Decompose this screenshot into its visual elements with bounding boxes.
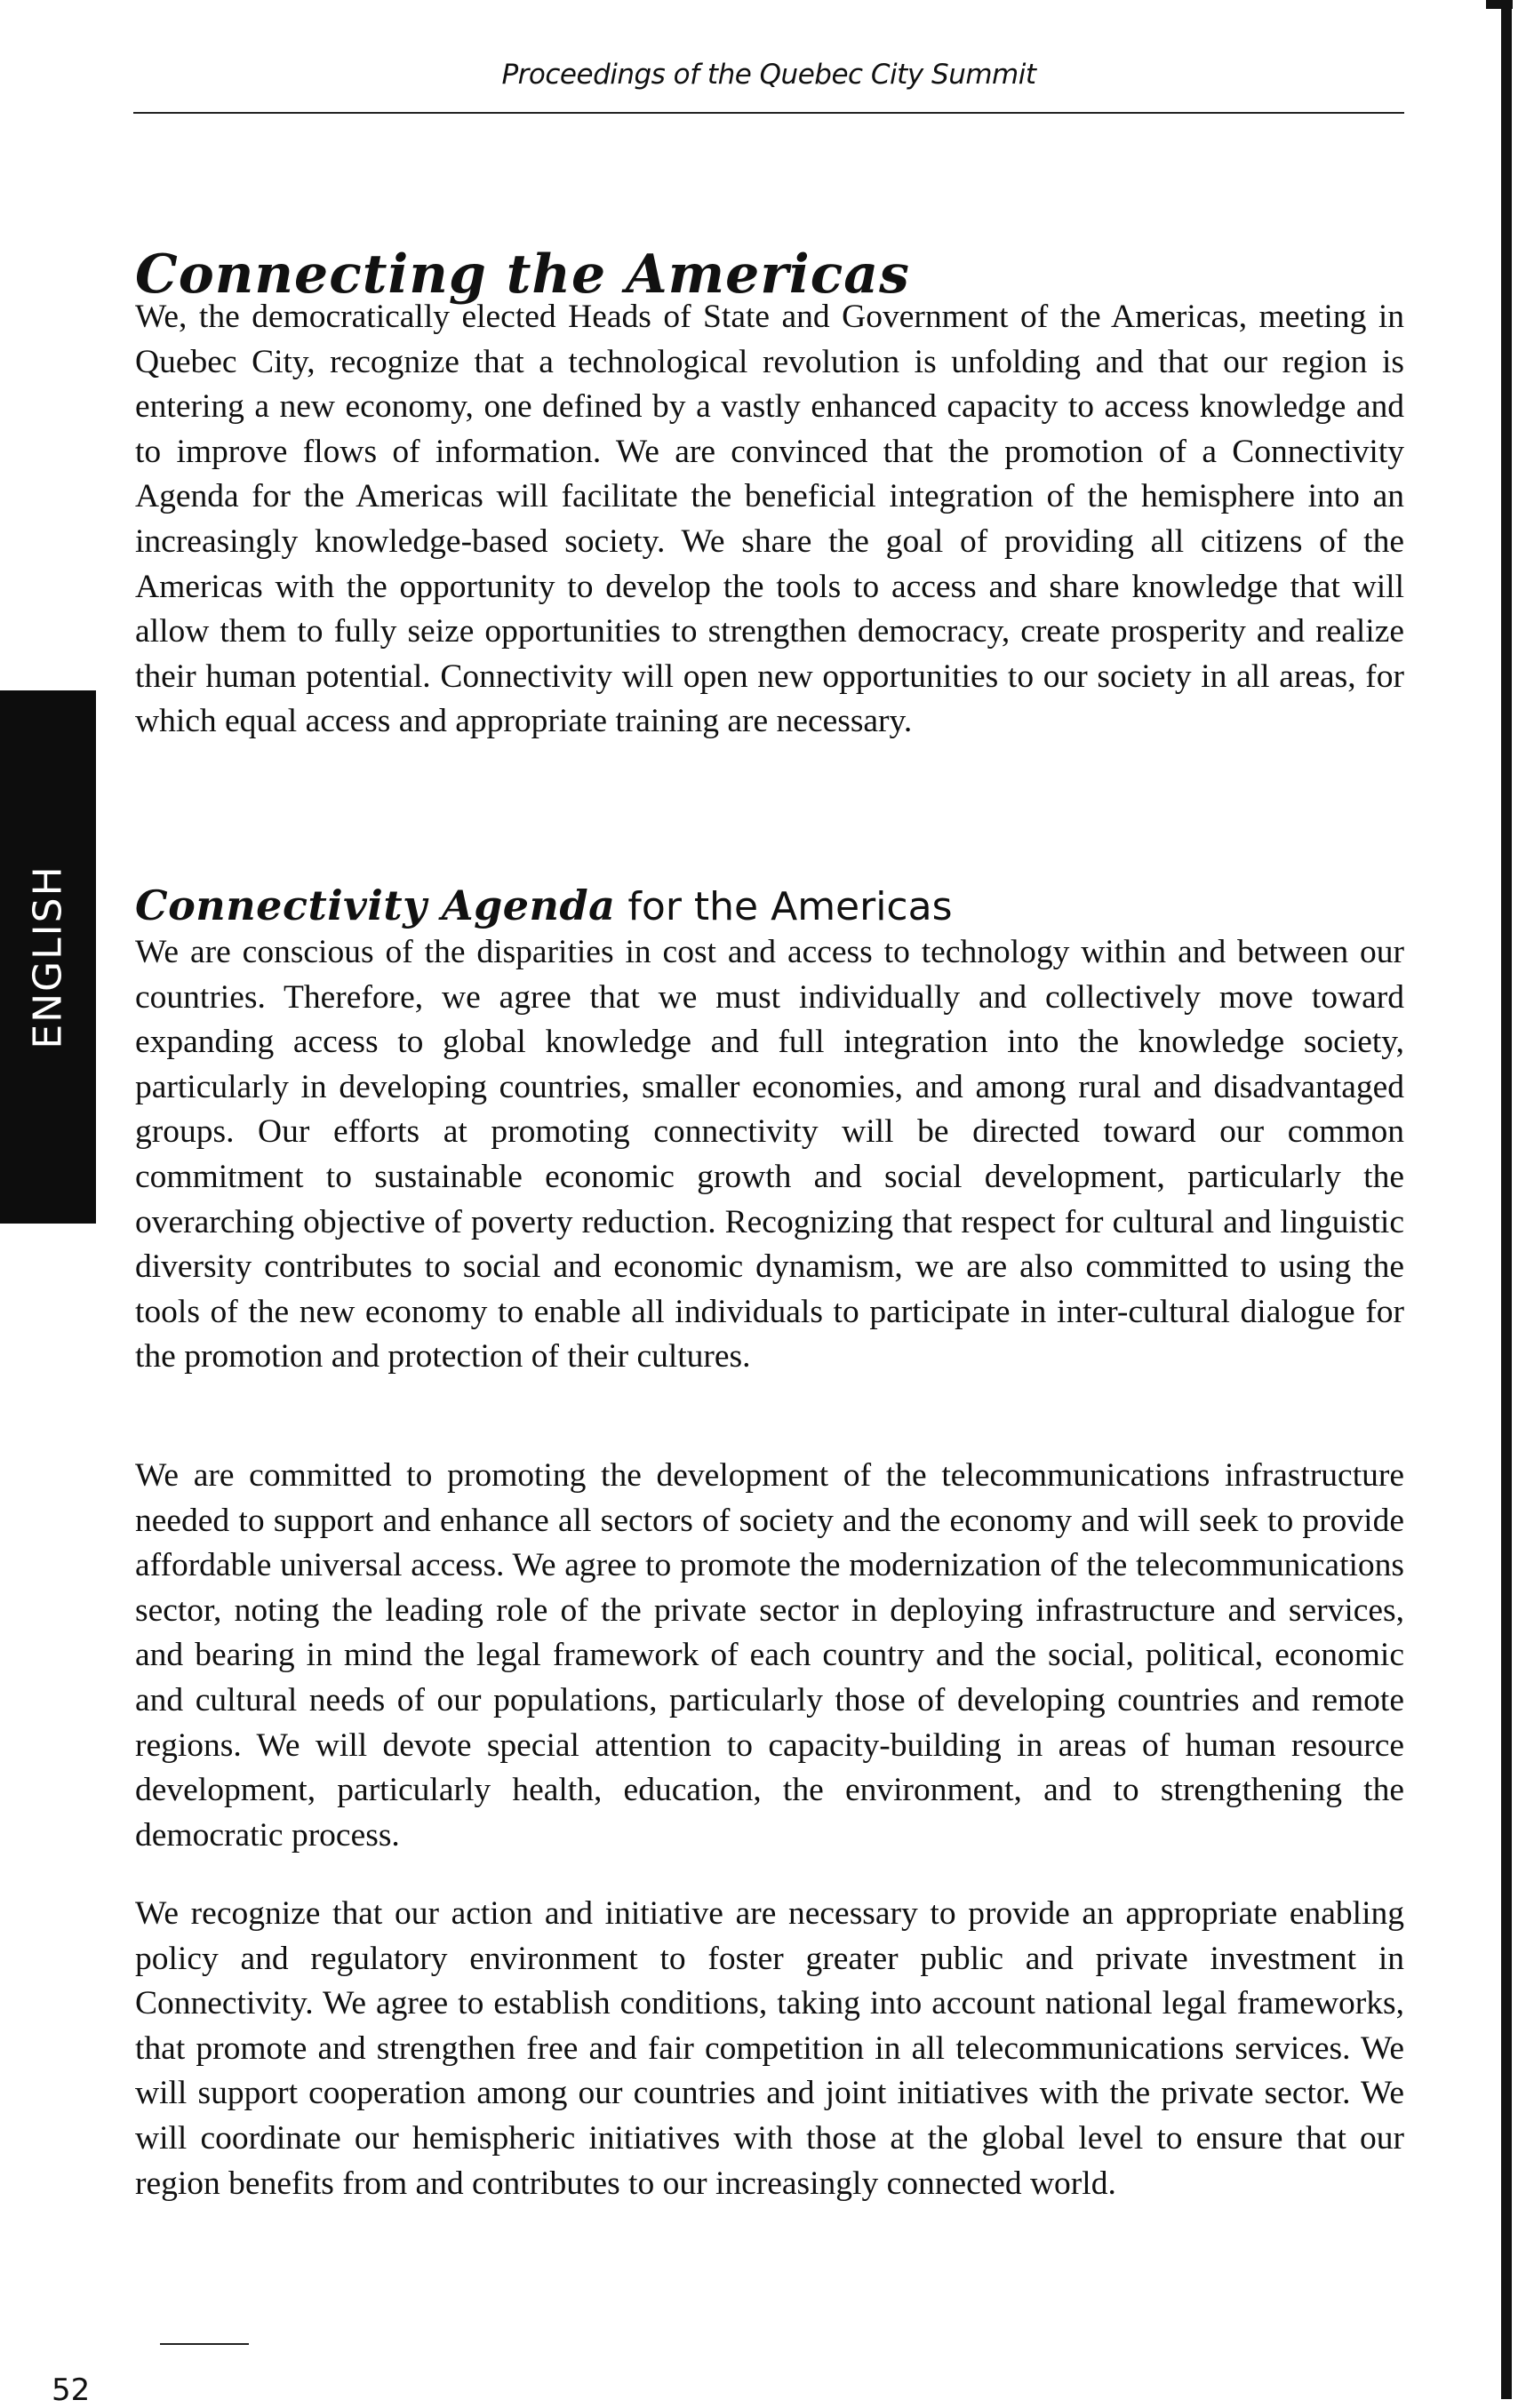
section-title-italic: Connectivity Agenda [135,881,616,930]
language-side-tab-label: ENGLISH [25,865,71,1049]
section-title-connectivity-agenda [135,881,953,929]
footer-rule [160,2343,249,2345]
paragraph-policy: We recognize that our action and initiative are necessary to provide an appropriate enabling policy and regulatory environment to foster greater public and private investment in Connectivity. We agree to establish conditions, taking into account national legal frameworks, that promote and strengthen free and fair competition in all telecommunications services. We will support cooperation among our countries and joint initiatives with the private sector. We will coordinate our hemispheric initiatives with those at the global level to ensure that our region benefits from and contributes to our increasingly connected world. [135,1895,1404,2202]
running-header: Proceedings of the Quebec City Summit [501,59,1036,91]
paragraph-intro: We, the democratically elected Heads of State and Government of the Americas, meeting in Quebec City, recognize that a technological revolution is unfolding and that our region is entering a new economy, one defined by a vastly enhanced capacity to access knowledge and to improve flows of information. We are convinced that the promotion of a Connectivity Agenda for the Americas will facilitate the beneficial integration of the hemisphere into an increasingly knowledge-based society. We share the goal of providing all citizens of the Americas with the opportunity to develop the tools to access and share knowledge that will allow them to fully seize opportunities to strengthen democracy, create prosperity and realize their human potential. Connectivity will open new opportunities to our society in all areas, for which equal access and appropriate training are necessary. [135,299,1404,740]
page-number: 52 [52,2372,91,2408]
section-title-plain: for the Americas [615,884,953,930]
paragraph-infrastructure: We are committed to promoting the development of the telecommunications infrastructure needed to support and enhance all sectors of society and the economy and will seek to provide affordable universal access. We agree to promote the modernization of the telecommunications sector, noting the leading role of the private sector in deploying infrastructure and services, and bearing in mind the legal framework of each country and the social, political, economic and cultural needs of our populations, particularly those of developing countries and remote regions. We will devote special attention to capacity-building in areas of human resource development, particularly health, education, the environment, and to strengthening the democratic process. [135,1457,1404,1854]
header-rule [133,112,1404,114]
paragraph-disparities: We are conscious of the disparities in cost and access to technology within and between our countries. Therefore, we agree that we must individually and collectively move toward expanding access to global knowledge and full integration into the knowledge society, particularly in developing countries, smaller economies, and among rural and disadvantaged groups. Our efforts at promoting connectivity will be directed toward our common commitment to sustainable economic growth and social development, particularly the overarching objective of poverty reduction. Recognizing that respect for cultural and linguistic diversity contributes to social and economic dynamism, we are also committed to using the tools of the new economy to enable all individuals to participate in inter-cultural dialogue for the promotion and protection of their cultures. [135,934,1404,1375]
section-title-connecting-the-americas: Connecting the Americas [135,243,910,307]
page-edge-bar [1501,0,1512,2399]
